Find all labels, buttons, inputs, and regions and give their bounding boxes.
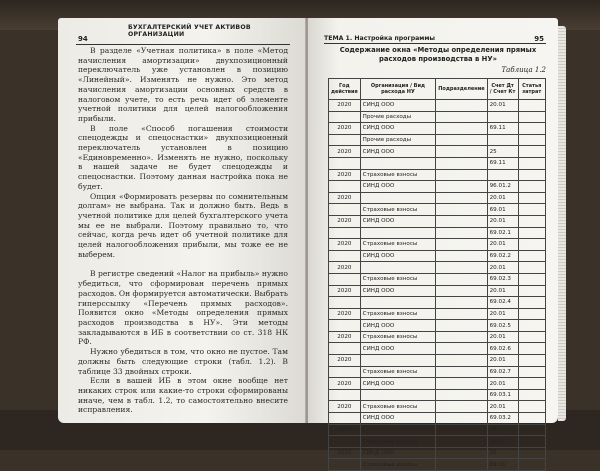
table-cell: 2020 <box>329 192 361 204</box>
table-cell <box>436 401 487 413</box>
table-cell <box>329 181 361 193</box>
table-row <box>329 401 546 413</box>
table-cell <box>518 343 546 355</box>
table-cell: 20.01 <box>487 308 518 320</box>
table-cell <box>329 320 361 332</box>
left-page-number: 94 <box>78 35 88 43</box>
table-row <box>329 250 546 262</box>
table-cell <box>360 227 436 239</box>
open-book <box>58 18 558 468</box>
table-body <box>329 100 546 471</box>
table-cell <box>436 250 487 262</box>
table-cell: 20.01 <box>487 215 518 227</box>
table-cell: Страховые взносы <box>360 366 436 378</box>
table-cell: СИНД ООО <box>360 123 436 135</box>
table-cell: СИНД ООО <box>360 343 436 355</box>
table-cell: 96.01.2 <box>487 436 518 448</box>
table-cell: 2020 <box>329 378 361 390</box>
table-cell <box>518 436 546 448</box>
table-cell <box>329 297 361 309</box>
table-cell <box>518 157 546 169</box>
table-cell: Страховые взносы <box>360 459 436 471</box>
right-page-number: 95 <box>534 35 544 43</box>
table-cell <box>436 459 487 471</box>
table-cell <box>436 123 487 135</box>
table-row <box>329 355 546 367</box>
table-cell: 25 <box>487 424 518 436</box>
methods-table <box>328 78 546 471</box>
table-cell <box>518 215 546 227</box>
paragraph: В разделе «Учетная политика» в поле «Метод начисления амортизации» двухпозиционный переключатель уже установлен в позицию «Линейный». Изменять не нужно. Это метод начисления амортизации основных средств в налоговом учете, то есть речь идет об элементе учетной политики для целей налогообложения прибыли. <box>78 46 288 123</box>
table-cell: 20.01 <box>487 100 518 112</box>
table-cell: Страховые взносы <box>360 239 436 251</box>
table-cell <box>436 192 487 204</box>
table-cell: 69.02.5 <box>487 320 518 332</box>
table-cell: 25 <box>487 146 518 158</box>
table-row <box>329 181 546 193</box>
table-cell <box>436 169 487 181</box>
table-row <box>329 111 546 123</box>
table-row <box>329 204 546 216</box>
paragraph: Опция «Формировать резервы по сомнительным долгам» не выбрана. Так и должно быть. Ведь в учетной политике для целей бухгалтерского учета мы ее не выбрали. Поэтому правильно то, что сейчас, когда речь идет об учетной политике для целей налогообложения прибыли, мы тоже ее не выберем. <box>78 191 288 259</box>
table-cell <box>518 331 546 343</box>
right-section-head: ТЕМА 1. Настройка программы <box>324 35 436 42</box>
table-cell: 20.01 <box>487 285 518 297</box>
table-cell <box>518 123 546 135</box>
table-cell: 69.02.6 <box>487 343 518 355</box>
table-cell <box>436 204 487 216</box>
table-row <box>329 157 546 169</box>
table-cell: 20.01 <box>487 378 518 390</box>
table-cell <box>436 273 487 285</box>
table-cell <box>487 169 518 181</box>
table-cell: Страховые взносы <box>360 401 436 413</box>
table-cell: 69.01 <box>487 204 518 216</box>
table-cell: 2020 <box>329 262 361 274</box>
table-row <box>329 447 546 459</box>
table-cell: СИНД ООО <box>360 146 436 158</box>
table-row <box>329 459 546 471</box>
table-cell <box>436 378 487 390</box>
table-cell: 69.03.1 <box>487 389 518 401</box>
table-cell <box>329 343 361 355</box>
table-row <box>329 123 546 135</box>
table-cell: СИНД ООО <box>360 320 436 332</box>
right-header-rule <box>324 43 546 44</box>
table-cell <box>518 111 546 123</box>
paragraph: В регистре сведений «Налог на прибыль» нужно убедиться, что сформирован перечень прямых расходов. Он формируется автоматически. Выбрать гиперссылку «Перечень прямых расходов». Появится окно «Методы определения прямых расходов производства в НУ». Эти методы закладываются в ИБ в соответствии со ст. 318 НК РФ. <box>78 269 288 347</box>
table-cell <box>518 169 546 181</box>
table-cell <box>487 134 518 146</box>
table-cell: 2020 <box>329 424 361 436</box>
table-cell: 2020 <box>329 401 361 413</box>
table-row <box>329 285 546 297</box>
table-cell <box>436 146 487 158</box>
table-row <box>329 424 546 436</box>
table-cell <box>436 308 487 320</box>
table-cell: 69.02.3 <box>487 273 518 285</box>
table-cell <box>436 297 487 309</box>
table-row <box>329 100 546 112</box>
paragraph: Если в вашей ИБ в этом окне вообще нет никаких строк или какие-то строки сформированы иначе, чем в табл. 1.2, то самостоятельно внесите исправления. <box>78 376 288 415</box>
table-cell: 2020 <box>329 169 361 181</box>
table-cell <box>487 111 518 123</box>
table-cell: Страховые взносы <box>360 436 436 448</box>
table-cell <box>518 250 546 262</box>
table-cell <box>518 273 546 285</box>
table-row <box>329 192 546 204</box>
table-cell <box>436 157 487 169</box>
table-cell <box>436 239 487 251</box>
table-cell <box>436 134 487 146</box>
table-cell <box>518 227 546 239</box>
table-cell: 20.01 <box>487 192 518 204</box>
table-cell <box>518 308 546 320</box>
table-cell <box>436 343 487 355</box>
table-cell <box>518 424 546 436</box>
column-header: Подразделение <box>436 79 487 100</box>
table-cell <box>329 413 361 425</box>
left-running-head: БУХГАЛТЕРСКИЙ УЧЕТ АКТИВОВ ОРГАНИЗАЦИИ <box>128 24 251 38</box>
table-cell <box>329 111 361 123</box>
table-cell <box>329 366 361 378</box>
table-cell <box>329 204 361 216</box>
table-header-row <box>329 79 546 100</box>
table-cell: 2020 <box>329 447 361 459</box>
table-cell: 20.01 <box>487 331 518 343</box>
table-cell: Страховые взносы <box>360 204 436 216</box>
column-header: Организация / Вид расхода НУ <box>360 79 436 100</box>
table-cell <box>518 239 546 251</box>
table-cell: 2020 <box>329 146 361 158</box>
table-cell: Прочие расходы <box>360 111 436 123</box>
table-cell <box>360 262 436 274</box>
table-cell <box>518 134 546 146</box>
table-cell: 69.03.2 <box>487 413 518 425</box>
table-cell <box>436 331 487 343</box>
table-cell <box>329 134 361 146</box>
table-cell <box>518 297 546 309</box>
table-row <box>329 308 546 320</box>
table-row <box>329 215 546 227</box>
table-cell: 20.01 <box>487 401 518 413</box>
table-cell: СИНД ООО <box>360 181 436 193</box>
table-cell <box>436 227 487 239</box>
table-cell <box>436 413 487 425</box>
table-cell: 2020 <box>329 308 361 320</box>
table-cell: Страховые взносы <box>360 169 436 181</box>
table-cell: 69.02.1 <box>487 227 518 239</box>
table-cell <box>436 262 487 274</box>
table-cell <box>360 157 436 169</box>
table-cell <box>436 215 487 227</box>
table-row <box>329 331 546 343</box>
table-row <box>329 436 546 448</box>
table-label: Таблица 1.2 <box>501 66 546 74</box>
table-cell <box>329 250 361 262</box>
table-cell: Страховые взносы <box>360 273 436 285</box>
table-row <box>329 378 546 390</box>
table-cell: СИНД ООО <box>360 100 436 112</box>
table-cell: 2020 <box>329 215 361 227</box>
table-cell <box>518 355 546 367</box>
table-row <box>329 320 546 332</box>
table-row <box>329 134 546 146</box>
table-cell: СИНД ООО <box>360 250 436 262</box>
table-cell: 69.02.4 <box>487 297 518 309</box>
table-cell: 69.02.2 <box>487 250 518 262</box>
table-row <box>329 169 546 181</box>
paragraph: Нужно убедиться в том, что окно не пустое. Там должны быть следующие строки (табл. 1.2). В таблице 33 двойных строки. <box>78 347 288 376</box>
table-cell <box>436 100 487 112</box>
table-cell: 25 <box>487 447 518 459</box>
table-cell: 2020 <box>329 285 361 297</box>
table-row <box>329 366 546 378</box>
right-page <box>308 18 558 468</box>
table-cell: 69.02.7 <box>487 366 518 378</box>
table-title: Содержание окна «Методы определения прямых расходов производства в НУ» <box>339 46 537 63</box>
table-cell <box>518 389 546 401</box>
table-cell: 69.01 <box>487 459 518 471</box>
table-cell <box>329 459 361 471</box>
table-cell <box>329 157 361 169</box>
table-cell: Страховые взносы <box>360 331 436 343</box>
table-cell <box>436 424 487 436</box>
table-cell: 2020 <box>329 239 361 251</box>
table-cell <box>518 366 546 378</box>
page-edges <box>558 26 566 421</box>
table-row <box>329 389 546 401</box>
table-cell: Прочие расходы <box>360 134 436 146</box>
table-cell: Страховые взносы <box>360 308 436 320</box>
table-cell <box>436 447 487 459</box>
table-cell <box>436 389 487 401</box>
table-cell <box>518 100 546 112</box>
table-cell <box>329 436 361 448</box>
table-cell <box>329 273 361 285</box>
table-row <box>329 146 546 158</box>
table-cell <box>436 366 487 378</box>
table-cell: 96.01.2 <box>487 181 518 193</box>
table-cell <box>360 389 436 401</box>
table-cell: СИНД ООО <box>360 413 436 425</box>
table-cell <box>518 459 546 471</box>
table-row <box>329 273 546 285</box>
table-row <box>329 239 546 251</box>
table-cell <box>436 436 487 448</box>
table-cell <box>329 227 361 239</box>
table-cell: 2020 <box>329 331 361 343</box>
table-cell: 69.11 <box>487 157 518 169</box>
table-cell <box>518 378 546 390</box>
table-cell <box>436 285 487 297</box>
table-cell: 2020 <box>329 355 361 367</box>
table-cell <box>436 320 487 332</box>
table-cell <box>329 389 361 401</box>
column-header: Счет Дт / Счет Кт <box>487 79 518 100</box>
table-cell: 69.11 <box>487 123 518 135</box>
table-cell <box>518 192 546 204</box>
table-cell <box>518 285 546 297</box>
table-cell: 2020 <box>329 100 361 112</box>
column-header: Год действия <box>329 79 361 100</box>
table-cell <box>518 413 546 425</box>
table-cell: 20.01 <box>487 239 518 251</box>
table-row <box>329 413 546 425</box>
table-cell: СИНД ООО <box>360 285 436 297</box>
table-cell <box>518 320 546 332</box>
table-cell <box>436 181 487 193</box>
table-cell: 20.01 <box>487 262 518 274</box>
table-cell: 2020 <box>329 123 361 135</box>
table-cell: СИНД ООО <box>360 447 436 459</box>
table-cell <box>518 262 546 274</box>
table-row <box>329 343 546 355</box>
table-cell <box>518 401 546 413</box>
table-cell <box>360 192 436 204</box>
table-cell <box>436 111 487 123</box>
table-cell: СИНД ООО <box>360 215 436 227</box>
column-header: Статья затрат <box>518 79 546 100</box>
table-cell: СИНД ООО <box>360 378 436 390</box>
table-row <box>329 262 546 274</box>
table-cell <box>436 355 487 367</box>
table-cell <box>518 146 546 158</box>
left-page <box>58 18 306 423</box>
table-cell: 20.01 <box>487 355 518 367</box>
table-cell <box>360 424 436 436</box>
table-cell <box>518 447 546 459</box>
table-cell <box>360 297 436 309</box>
table-cell <box>518 204 546 216</box>
left-body-text <box>78 46 288 415</box>
table-cell <box>518 181 546 193</box>
left-header-rule <box>76 44 290 45</box>
table-cell <box>360 355 436 367</box>
table-row <box>329 297 546 309</box>
paragraph: В поле «Способ погашения стоимости спецодежды и спецоснастки» двухпозиционный переключатель установлен в позицию «Единовременно». Изменять не нужно, поскольку в нашей задаче не будет спецодежды и спецоснастки. Поэтому данная настройка пока не будет. <box>78 123 288 191</box>
table-row <box>329 227 546 239</box>
